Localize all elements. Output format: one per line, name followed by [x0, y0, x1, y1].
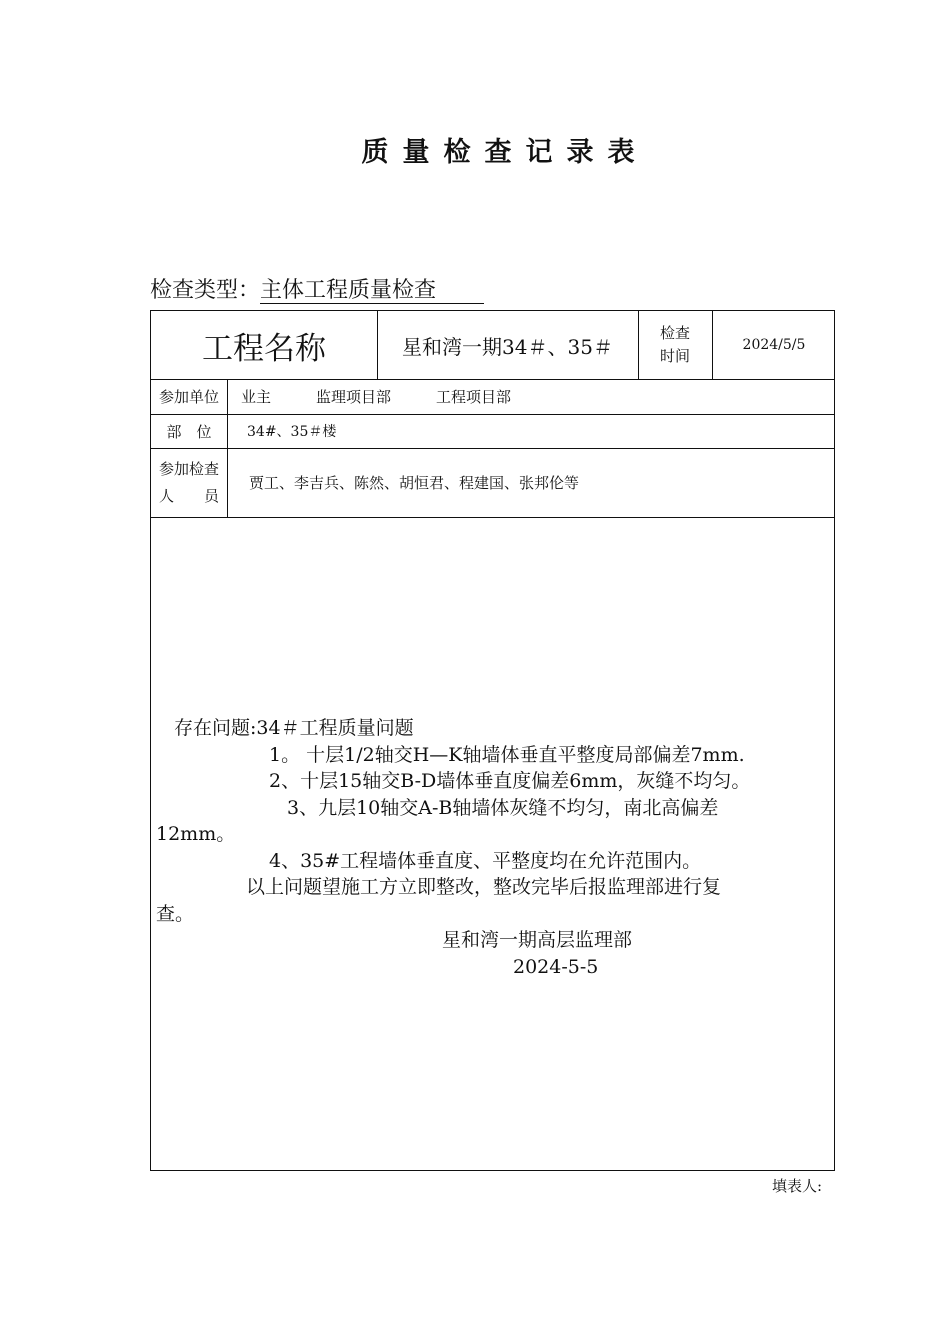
filled-by-label: 填表人:	[772, 1177, 823, 1195]
inspection-record-table	[150, 310, 835, 1171]
issues-heading: 存在问题:34＃工程质量问题	[174, 717, 414, 739]
issue-item-1: 1。 十层1/2轴交H—K轴墙体垂直平整度局部偏差7mm.	[269, 743, 745, 766]
location-label: 部 位	[166, 422, 212, 441]
location-value: 34#、35＃楼	[247, 424, 337, 440]
project-name-label: 工程名称	[202, 330, 326, 367]
inspection-type-value: 主体工程质量检查	[260, 278, 484, 304]
inspection-time-value: 2024/5/5	[742, 337, 806, 353]
inspectors-label-line1: 参加检查	[158, 459, 219, 478]
issue-item-3-cont: 12mm。	[156, 823, 236, 845]
issue-item-3: 3、九层10轴交A-B轴墙体灰缝不均匀，南北高偏差	[287, 796, 719, 819]
issues-section	[156, 715, 834, 980]
time-label-line2: 时间	[659, 347, 690, 365]
signature: 星和湾一期高层监理部	[442, 929, 633, 951]
page-title: 质量检查记录表	[361, 137, 649, 168]
inspectors-value: 贾工、李吉兵、陈然、胡恒君、程建国、张邦伦等	[249, 474, 580, 492]
inspectors-label-line2: 人 员	[158, 486, 219, 505]
inspection-time-label	[638, 311, 712, 379]
issue-item-2: 2、十层15轴交B-D墙体垂直度偏差6mm，灰缝不均匀。	[269, 770, 751, 792]
inspection-type-label: 检查类型：	[150, 278, 261, 303]
rectification-notice: 以上问题望施工方立即整改，整改完毕后报监理部进行复	[246, 876, 722, 898]
row-divider	[151, 517, 834, 518]
inspectors-label	[151, 448, 227, 517]
rectification-notice-cont: 查。	[156, 902, 195, 925]
inspection-type	[150, 273, 484, 304]
signature-date: 2024-5-5	[513, 955, 599, 978]
time-label-line1: 检查	[659, 324, 690, 342]
issue-item-4: 4、35#工程墙体垂直度、平整度均在允许范围内。	[269, 849, 702, 872]
project-name-value: 星和湾一期34＃、35＃	[402, 334, 613, 359]
participating-units-label: 参加单位	[158, 388, 219, 406]
participating-units-value: 业主 监理项目部 工程项目部	[241, 388, 512, 406]
